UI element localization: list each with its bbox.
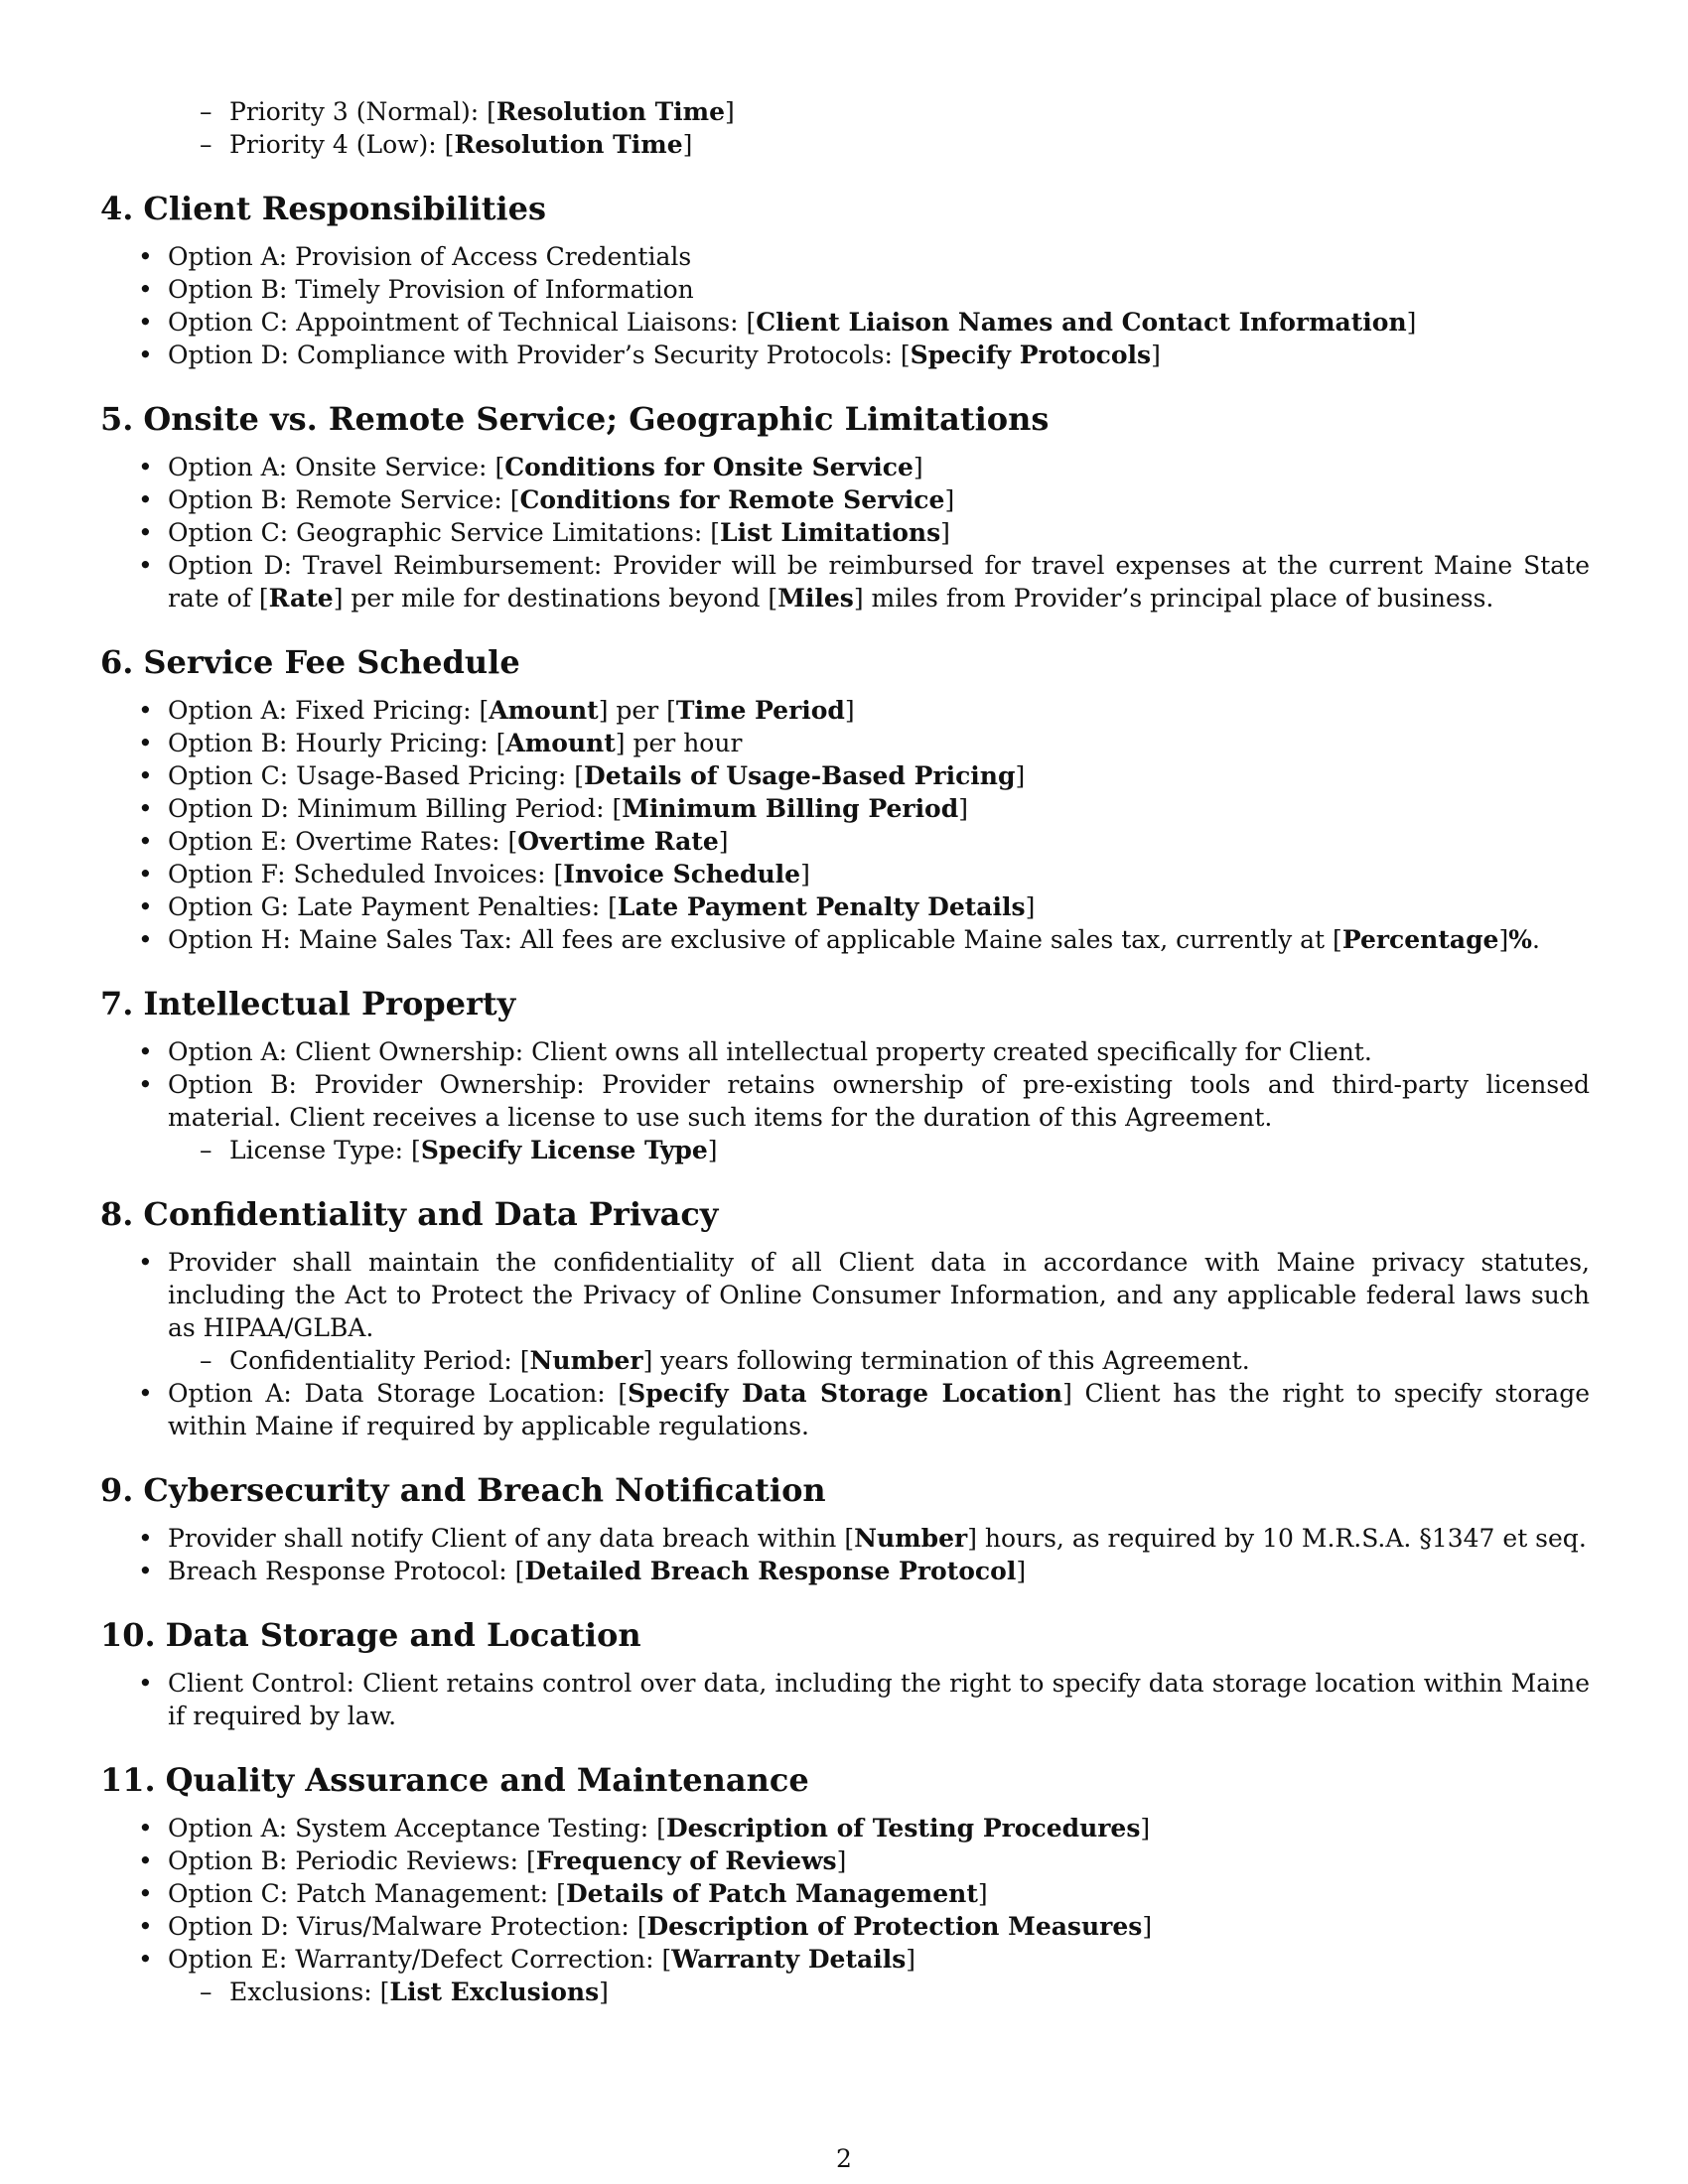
list-item: • Breach Response Protocol: [Detailed Breach Response Protocol]: [168, 1555, 1590, 1587]
list-item: • Option A: Provision of Access Credentials: [168, 240, 1590, 273]
list-item: • Option E: Warranty/Defect Correction: [Warranty Details] – Exclusions: [List Exclusions]: [168, 1943, 1590, 2008]
section-heading-6: 6. Service Fee Schedule: [100, 643, 520, 681]
list-item: • Client Control: Client retains control over data, including the right to specify data storage location within Maine if required by law.: [168, 1667, 1590, 1732]
placeholder-field: Invoice Schedule: [563, 860, 801, 888]
placeholder-field: Conditions for Remote Service: [519, 485, 945, 514]
placeholder-field: Late Payment Penalty Details: [617, 892, 1026, 921]
sub-list: [168, 1976, 1590, 2008]
page-number: 2: [836, 2144, 852, 2173]
list-item: • Option A: Data Storage Location: [Specify Data Storage Location] Client has the right to specify storage within Maine if required by applicable regulations.: [168, 1377, 1590, 1442]
list-item: • Provider shall notify Client of any data breach within [Number] hours, as required by 10 M.R.S.A. §1347 et seq.: [168, 1522, 1590, 1555]
list-item: • Option D: Virus/Malware Protection: [Description of Protection Measures]: [168, 1910, 1590, 1943]
list-item: • Option A: Onsite Service: [Conditions for Onsite Service]: [168, 451, 1590, 483]
placeholder-field: Time Period: [675, 696, 845, 725]
priority-list: [100, 95, 1590, 161]
section-10-list: [100, 1667, 1590, 1732]
list-item: • Option C: Appointment of Technical Liaisons: [Client Liaison Names and Contact Information]: [168, 306, 1590, 339]
section-6-list: [100, 694, 1590, 956]
section-heading-8: 8. Confidentiality and Data Privacy: [100, 1195, 719, 1233]
placeholder-field: Specify Data Storage Location: [628, 1379, 1063, 1408]
placeholder-field: Description of Protection Measures: [646, 1912, 1143, 1941]
list-item: – Priority 4 (Low): [Resolution Time]: [229, 128, 1590, 161]
list-item: • Option G: Late Payment Penalties: [Late Payment Penalty Details]: [168, 890, 1590, 923]
sub-list: [168, 1344, 1590, 1377]
list-item: • Option A: Client Ownership: Client owns all intellectual property created specifically for Client.: [168, 1035, 1590, 1068]
section-5-list: [100, 451, 1590, 614]
list-item: • Option D: Travel Reimbursement: Provider will be reimbursed for travel expenses at the current Maine State rate of [Rate] per mile for destinations beyond [Miles] miles from Provider’s principal place of business.: [168, 549, 1590, 614]
placeholder-field: Details of Usage-Based Pricing: [584, 761, 1016, 790]
placeholder-field: Amount: [489, 696, 599, 725]
section-heading-10: 10. Data Storage and Location: [100, 1616, 641, 1654]
section-9-list: [100, 1522, 1590, 1587]
placeholder-field: Minimum Billing Period: [622, 794, 959, 823]
section-4-list: [100, 240, 1590, 371]
list-item: • Option B: Timely Provision of Information: [168, 273, 1590, 306]
placeholder-field: Conditions for Onsite Service: [504, 453, 914, 481]
section-heading-9: 9. Cybersecurity and Breach Notification: [100, 1471, 826, 1509]
list-item: • Option C: Patch Management: [Details of Patch Management]: [168, 1877, 1590, 1910]
placeholder-field: List Limitations: [720, 518, 941, 547]
list-item: • Option D: Compliance with Provider’s Security Protocols: [Specify Protocols]: [168, 339, 1590, 371]
section-heading-5: 5. Onsite vs. Remote Service; Geographic Limitations: [100, 400, 1050, 438]
section-8-list: [100, 1246, 1590, 1442]
placeholder-field: Frequency of Reviews: [535, 1846, 837, 1875]
placeholder-field: Detailed Breach Response Protocol: [524, 1557, 1017, 1585]
list-item: – Priority 3 (Normal): [Resolution Time]: [229, 95, 1590, 128]
list-item: • Provider shall maintain the confidentiality of all Client data in accordance with Maine privacy statutes, including the Act to Protect the Privacy of Online Consumer Information, and any applicable federal laws such as HIPAA/GLBA. – Confidentiality Period: [Number] years following termination of this Agreement.: [168, 1246, 1590, 1377]
placeholder-field: Resolution Time: [454, 130, 683, 159]
list-item: • Option A: Fixed Pricing: [Amount] per [Time Period]: [168, 694, 1590, 727]
list-item: • Option C: Usage-Based Pricing: [Details of Usage-Based Pricing]: [168, 759, 1590, 792]
list-item: • Option H: Maine Sales Tax: All fees are exclusive of applicable Maine sales tax, currently at [Percentage]%.: [168, 923, 1590, 956]
section-7-list: [100, 1035, 1590, 1166]
section-11-list: [100, 1812, 1590, 2008]
list-item: • Option B: Provider Ownership: Provider retains ownership of pre-existing tools and third-party licensed material. Client receives a license to use such items for the duration of this Agreement. – License Type: [Specify License Type]: [168, 1068, 1590, 1166]
placeholder-field: Number: [854, 1524, 968, 1553]
section-heading-11: 11. Quality Assurance and Maintenance: [100, 1761, 809, 1799]
list-item: • Option B: Periodic Reviews: [Frequency of Reviews]: [168, 1844, 1590, 1877]
placeholder-field: Miles: [777, 584, 854, 613]
placeholder-field: Description of Testing Procedures: [665, 1814, 1141, 1843]
placeholder-field: Amount: [505, 729, 616, 757]
placeholder-field: Rate: [268, 584, 334, 613]
list-item: • Option D: Minimum Billing Period: [Minimum Billing Period]: [168, 792, 1590, 825]
placeholder-field: Overtime Rate: [517, 827, 719, 856]
placeholder-field: Specify License Type: [420, 1136, 708, 1164]
list-item: – License Type: [Specify License Type]: [229, 1134, 1590, 1166]
section-heading-4: 4. Client Responsibilities: [100, 190, 547, 227]
placeholder-field: Percentage: [1341, 925, 1499, 954]
list-item: – Confidentiality Period: [Number] years following termination of this Agreement.: [229, 1344, 1590, 1377]
list-item: • Option E: Overtime Rates: [Overtime Rate]: [168, 825, 1590, 858]
list-item: • Option B: Remote Service: [Conditions for Remote Service]: [168, 483, 1590, 516]
placeholder-field: Specify Protocols: [910, 341, 1152, 369]
list-item: • Option B: Hourly Pricing: [Amount] per hour: [168, 727, 1590, 759]
list-item: • Option A: System Acceptance Testing: [Description of Testing Procedures]: [168, 1812, 1590, 1844]
list-item: – Exclusions: [List Exclusions]: [229, 1976, 1590, 2008]
document-page: [100, 95, 1590, 2008]
placeholder-field: Client Liaison Names and Contact Information: [756, 308, 1407, 337]
list-item: • Option F: Scheduled Invoices: [Invoice Schedule]: [168, 858, 1590, 890]
sub-list: [168, 1134, 1590, 1166]
placeholder-field: Details of Patch Management: [565, 1879, 978, 1908]
placeholder-field: Resolution Time: [495, 97, 726, 126]
list-item: • Option C: Geographic Service Limitations: [List Limitations]: [168, 516, 1590, 549]
section-heading-7: 7. Intellectual Property: [100, 985, 516, 1023]
placeholder-field: List Exclusions: [389, 1978, 600, 2006]
placeholder-field: Number: [529, 1346, 643, 1375]
placeholder-field: Warranty Details: [671, 1945, 907, 1974]
